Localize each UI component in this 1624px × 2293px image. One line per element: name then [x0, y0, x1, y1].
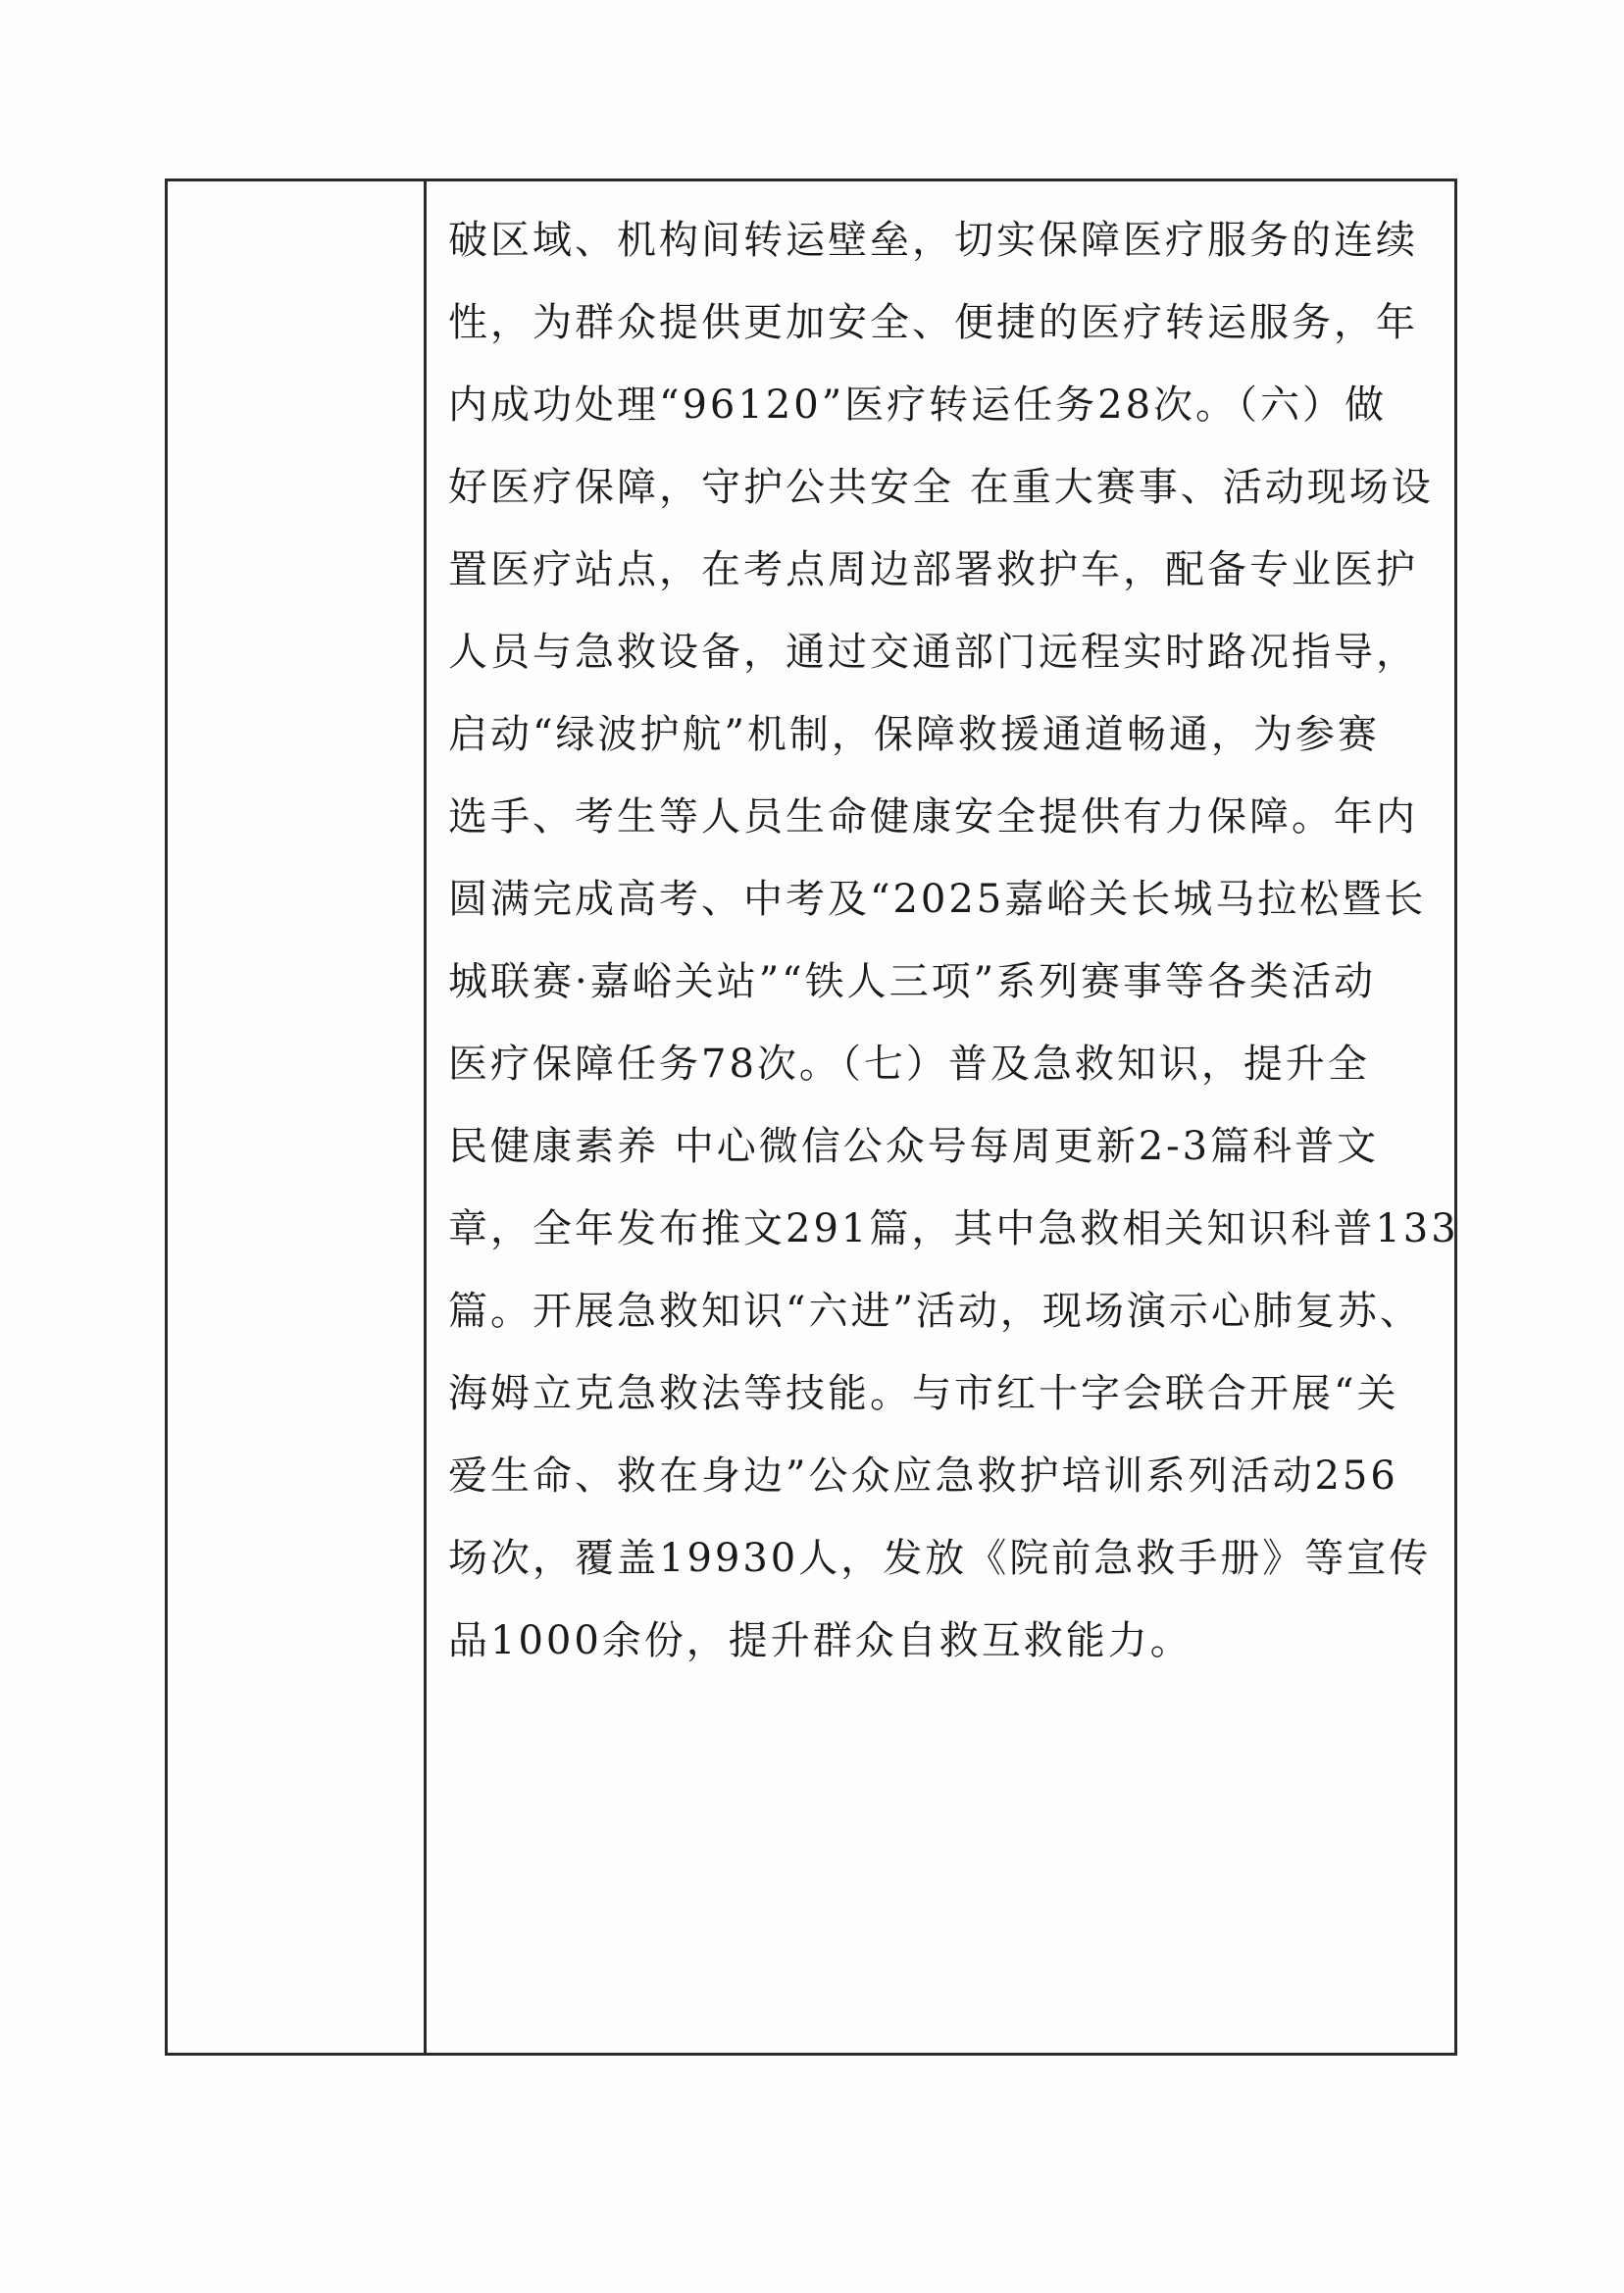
text-line-7: 启动“绿波护航”机制，保障救援通道畅通，为参赛	[448, 712, 1380, 757]
text-line-4: 好医疗保障，守护公共安全 在重大赛事、活动现场设	[448, 465, 1434, 510]
text-line-1: 破区域、机构间转运壁垒，切实保障医疗服务的连续	[448, 218, 1418, 263]
text-line-14: 篇。开展急救知识“六进”活动，现场演示心肺复苏、	[448, 1289, 1422, 1334]
body-paragraph	[448, 199, 1459, 1682]
text-line-3: 内成功处理“96120”医疗转运任务28次。（六）做	[448, 382, 1388, 428]
text-line-2: 性，为群众提供更加安全、便捷的医疗转运服务，年	[448, 300, 1418, 345]
table-frame	[165, 178, 1457, 2056]
text-line-8: 选手、考生等人员生命健康安全提供有力保障。年内	[448, 794, 1418, 840]
table-right-cell	[427, 181, 1459, 2053]
text-line-15: 海姆立克急救法等技能。与市红十字会联合开展“关	[448, 1371, 1399, 1416]
text-line-12: 民健康素养 中心微信公众号每周更新2-3篇科普文	[448, 1124, 1380, 1169]
table-left-cell	[168, 181, 427, 2053]
text-line-17: 场次，覆盖19930人，发放《院前急救手册》等宣传	[448, 1536, 1432, 1581]
text-line-13: 章，全年发布推文291篇，其中急救相关知识科普133	[448, 1206, 1459, 1251]
text-line-6: 人员与急救设备，通过交通部门远程实时路况指导，	[448, 630, 1418, 675]
text-line-5: 置医疗站点，在考点周边部署救护车，配备专业医护	[448, 547, 1418, 592]
text-line-18: 品1000余份，提升群众自救互救能力。	[448, 1618, 1193, 1663]
text-line-10: 城联赛·嘉峪关站”“铁人三项”系列赛事等各类活动	[448, 959, 1377, 1004]
text-line-16: 爱生命、救在身边”公众应急救护培训系列活动256	[448, 1453, 1398, 1499]
text-line-9: 圆满完成高考、中考及“2025嘉峪关长城马拉松暨长	[448, 877, 1427, 922]
text-line-11: 医疗保障任务78次。（七）普及急救知识，提升全	[448, 1042, 1370, 1087]
